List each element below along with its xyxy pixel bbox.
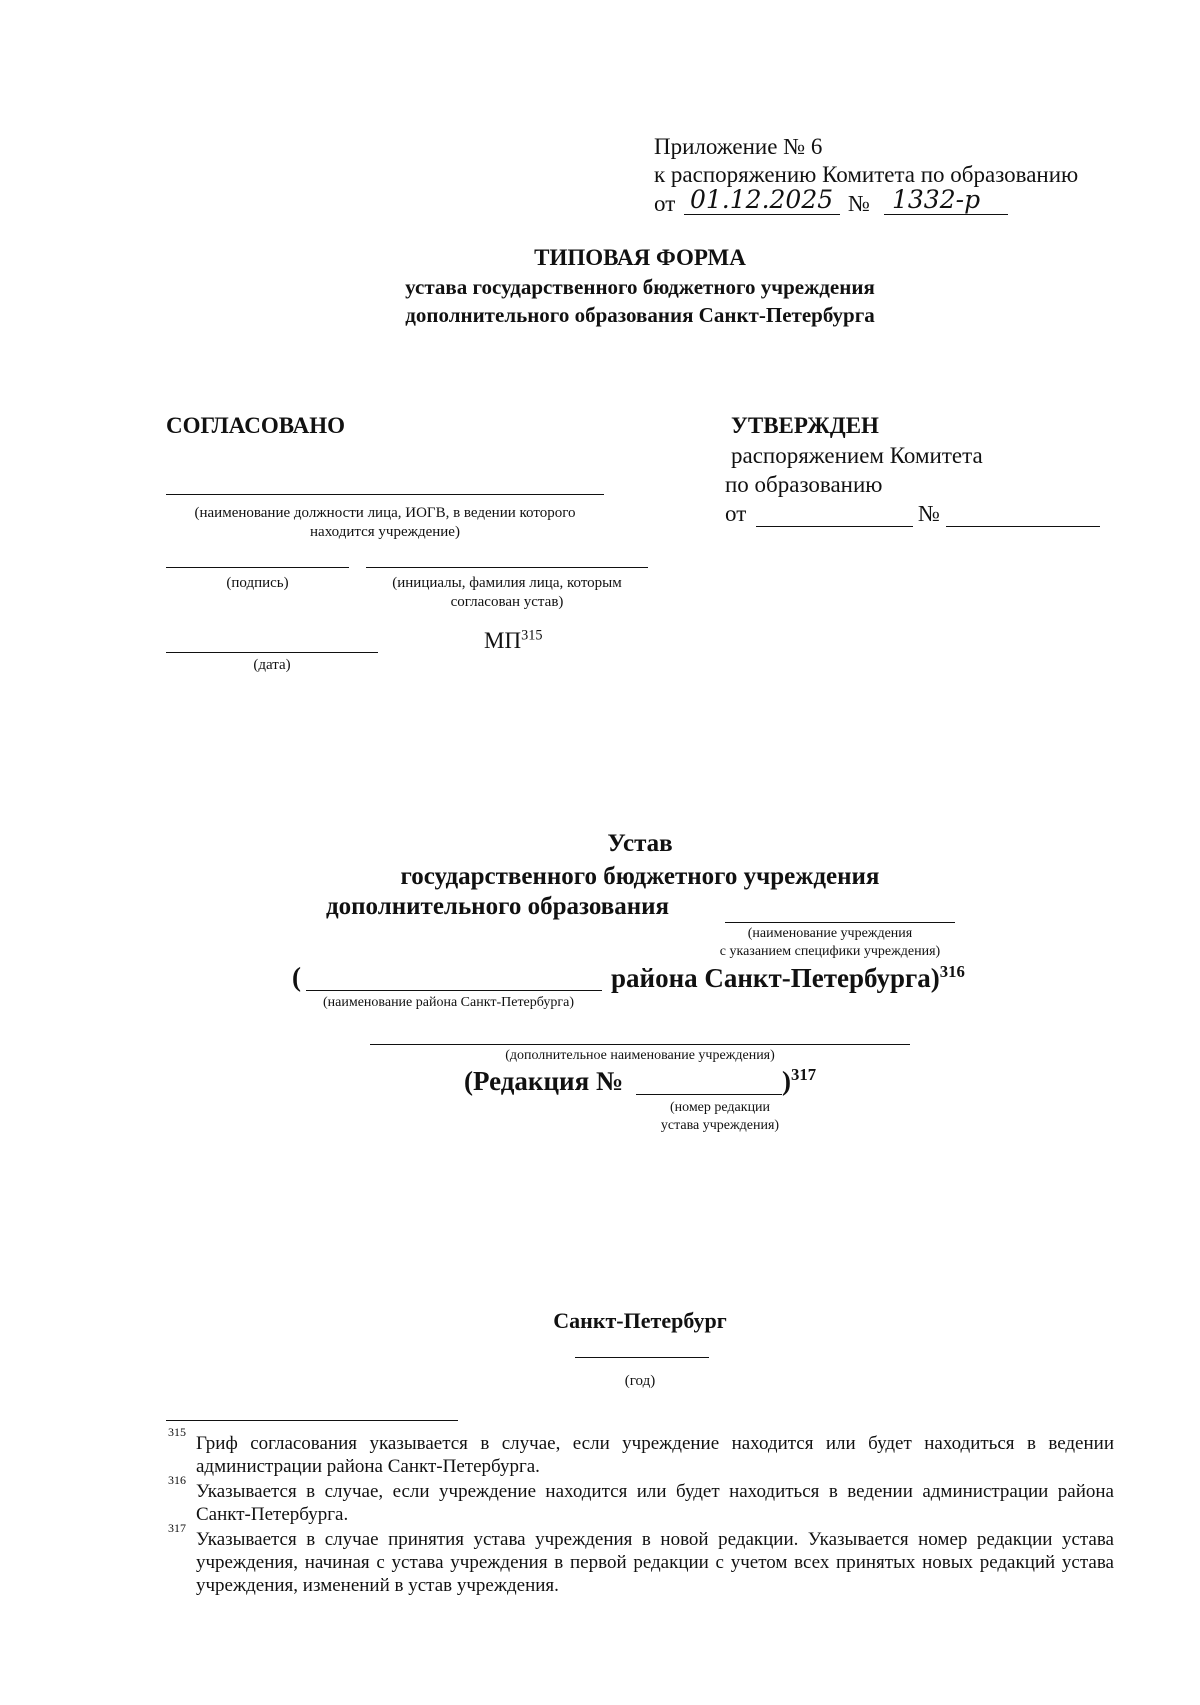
order-number-sign: №	[848, 191, 870, 216]
date-caption: (дата)	[253, 657, 291, 673]
order-number-line	[884, 214, 1008, 215]
stamp-place: МП$^{315}$	[484, 627, 543, 653]
footnote-315-text: Гриф согласования указывается в случае, если учреждение находится или будет находиться в ведении администрации района Санкт-Петербурга.	[196, 1433, 1114, 1477]
institution-name-line	[725, 922, 955, 923]
district-name-line	[306, 990, 602, 991]
form-subtitle-2: дополнительного образования Санкт-Петербурга	[405, 303, 875, 327]
district-open-paren: (	[292, 962, 301, 992]
district-caption: (наименование района Санкт-Петербурга)	[323, 995, 574, 1010]
form-subtitle-1: устава государственного бюджетного учреждения	[405, 275, 875, 299]
approved-date-line	[756, 526, 913, 527]
footnote-316-text: Указывается в случае, если учреждение находится или будет находиться в ведении администрации района Санкт-Петербурга.	[196, 1481, 1114, 1525]
approved-number-line	[946, 526, 1100, 527]
position-line	[166, 494, 604, 495]
edition-close: )$^{317}$	[782, 1065, 817, 1096]
position-caption: (наименование должности лица, ИОГВ, в ведении которого находится учреждение)	[194, 505, 576, 540]
charter-title: Устав	[607, 830, 673, 857]
year-caption: (год)	[624, 1373, 656, 1389]
form-title: ТИПОВАЯ ФОРМА	[534, 245, 746, 270]
city-name: Санкт-Петербург	[553, 1308, 727, 1333]
agreed-heading: СОГЛАСОВАНО	[166, 413, 346, 438]
charter-line-3: дополнительного образования	[326, 893, 670, 920]
approved-number-sign: №	[918, 501, 940, 526]
additional-name-line	[370, 1044, 910, 1045]
institution-caption-2: с указанием специфики учреждения)	[719, 944, 941, 959]
appendix-number: Приложение № 6	[654, 134, 823, 159]
footnote-ref-317: 317	[791, 1065, 817, 1084]
edition-number-line	[636, 1094, 782, 1095]
footnote-separator	[166, 1420, 458, 1421]
appendix-order-ref: к распоряжению Комитета по образованию	[654, 162, 1079, 187]
edition-caption-2: устава учреждения)	[660, 1118, 780, 1133]
additional-name-caption: (дополнительное наименование учреждения)	[505, 1048, 775, 1063]
initials-caption: (инициалы, фамилия лица, которым согласован устав)	[392, 575, 622, 610]
institution-caption-1: (наименование учреждения	[747, 926, 913, 941]
footnote-315: 315 Гриф согласования указывается в случае, если учреждение находится или будет находиться в ведении администрации района Санкт-Петербурга.	[168, 1425, 1114, 1477]
footnote-ref-316: 316	[939, 962, 965, 981]
order-number-handwritten: 1332-р	[892, 185, 981, 214]
charter-line-2: государственного бюджетного учреждения	[400, 863, 880, 890]
edition-caption-1: (номер редакции	[669, 1100, 771, 1115]
order-date-line	[684, 214, 840, 215]
approved-by-order: распоряжением Комитета	[731, 443, 983, 468]
footnote-317: 317 Указывается в случае принятия устава учреждения в новой редакции. Указывается номер редакции устава учреждения, начиная с устава учреждения в первой редакции с учетом всех принятых новых редакций устава учреждения, изменений в устав учреждения.	[168, 1521, 1114, 1596]
order-date-handwritten: 01.12.2025	[690, 185, 834, 214]
initials-line	[366, 567, 648, 568]
footnote-317-text: Указывается в случае принятия устава учреждения в новой редакции. Указывается номер редакции устава учреждения, начиная с устава учреждения в первой редакции с учетом всех принятых новых редакций устава учреждения, изменений в устав учреждения.	[196, 1529, 1114, 1596]
district-text: района Санкт-Петербурга)$^{316}$	[611, 962, 965, 993]
approved-heading: УТВЕРЖДЕН	[731, 413, 879, 438]
signature-caption: (подпись)	[226, 575, 289, 591]
date-line	[166, 652, 378, 653]
edition-label: (Редакция №	[464, 1066, 624, 1096]
footnote-ref-315: 315	[521, 627, 543, 644]
year-line	[575, 1357, 709, 1358]
approved-from-label: от	[725, 501, 747, 526]
footnote-316: 316 Указывается в случае, если учреждение находится или будет находиться в ведении администрации района Санкт-Петербурга.	[168, 1473, 1114, 1525]
approved-by-committee: по образованию	[725, 472, 883, 497]
order-from-label: от	[654, 191, 676, 216]
signature-line	[166, 567, 349, 568]
